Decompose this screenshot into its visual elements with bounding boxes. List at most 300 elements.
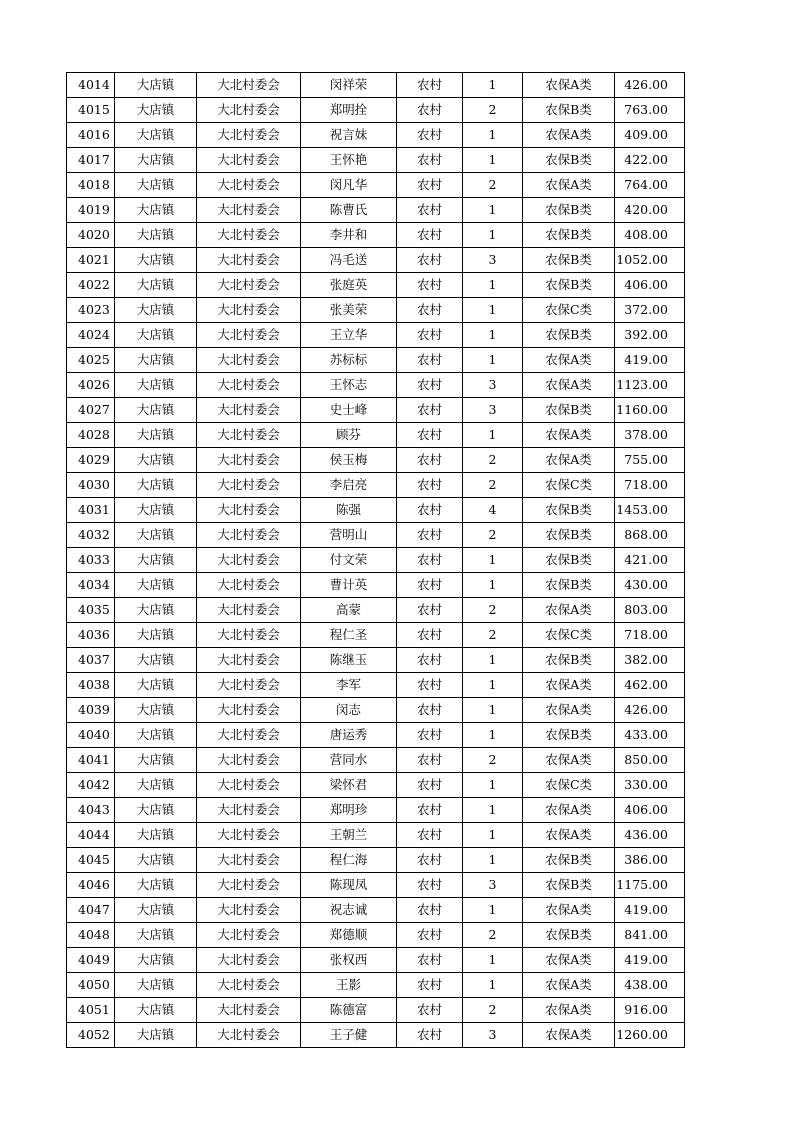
- village-committee-cell: 大北村委会: [197, 148, 301, 173]
- table-row: [67, 648, 685, 673]
- area-type-cell: 农村: [397, 398, 463, 423]
- village-committee-cell: 大北村委会: [197, 1023, 301, 1048]
- area-type-cell: 农村: [397, 273, 463, 298]
- person-name-cell: 陈曹氏: [301, 198, 397, 223]
- village-committee-cell: 大北村委会: [197, 923, 301, 948]
- village-committee-cell: 大北村委会: [197, 473, 301, 498]
- table-row: [67, 398, 685, 423]
- table-row: [67, 73, 685, 98]
- town-cell: 大店镇: [115, 98, 197, 123]
- area-type-cell: 农村: [397, 598, 463, 623]
- insurance-category-cell: 农保A类: [523, 698, 615, 723]
- village-committee-cell: 大北村委会: [197, 873, 301, 898]
- town-cell: 大店镇: [115, 648, 197, 673]
- area-type-cell: 农村: [397, 323, 463, 348]
- row-id-cell: 4029: [67, 448, 115, 473]
- person-name-cell: 营明山: [301, 523, 397, 548]
- village-committee-cell: 大北村委会: [197, 698, 301, 723]
- household-count-cell: 1: [463, 698, 523, 723]
- household-count-cell: 1: [463, 898, 523, 923]
- insurance-category-cell: 农保A类: [523, 598, 615, 623]
- row-id-cell: 4039: [67, 698, 115, 723]
- person-name-cell: 程仁海: [301, 848, 397, 873]
- amount-cell: 1123.00: [615, 373, 685, 398]
- insurance-category-cell: 农保A类: [523, 373, 615, 398]
- village-committee-cell: 大北村委会: [197, 398, 301, 423]
- household-count-cell: 3: [463, 248, 523, 273]
- town-cell: 大店镇: [115, 798, 197, 823]
- person-name-cell: 郑明拴: [301, 98, 397, 123]
- person-name-cell: 程仁圣: [301, 623, 397, 648]
- row-id-cell: 4014: [67, 73, 115, 98]
- area-type-cell: 农村: [397, 798, 463, 823]
- household-count-cell: 1: [463, 648, 523, 673]
- table-row: [67, 823, 685, 848]
- table-row: [67, 248, 685, 273]
- row-id-cell: 4021: [67, 248, 115, 273]
- insurance-category-cell: 农保A类: [523, 798, 615, 823]
- household-count-cell: 2: [463, 923, 523, 948]
- household-count-cell: 2: [463, 98, 523, 123]
- table-row: [67, 198, 685, 223]
- town-cell: 大店镇: [115, 223, 197, 248]
- table-row: [67, 523, 685, 548]
- amount-cell: 1160.00: [615, 398, 685, 423]
- household-count-cell: 2: [463, 523, 523, 548]
- household-count-cell: 1: [463, 223, 523, 248]
- insurance-category-cell: 农保B类: [523, 523, 615, 548]
- person-name-cell: 闵凡华: [301, 173, 397, 198]
- village-committee-cell: 大北村委会: [197, 198, 301, 223]
- household-count-cell: 2: [463, 998, 523, 1023]
- person-name-cell: 祝志诚: [301, 898, 397, 923]
- row-id-cell: 4024: [67, 323, 115, 348]
- amount-cell: 1052.00: [615, 248, 685, 273]
- amount-cell: 1175.00: [615, 873, 685, 898]
- area-type-cell: 农村: [397, 348, 463, 373]
- table-row: [67, 573, 685, 598]
- household-count-cell: 2: [463, 173, 523, 198]
- table-row: [67, 773, 685, 798]
- household-count-cell: 1: [463, 123, 523, 148]
- insurance-category-cell: 农保B类: [523, 398, 615, 423]
- amount-cell: 1260.00: [615, 1023, 685, 1048]
- amount-cell: 382.00: [615, 648, 685, 673]
- amount-cell: 718.00: [615, 623, 685, 648]
- area-type-cell: 农村: [397, 723, 463, 748]
- insurance-category-cell: 农保B类: [523, 848, 615, 873]
- person-name-cell: 侯玉梅: [301, 448, 397, 473]
- person-name-cell: 张庭英: [301, 273, 397, 298]
- village-committee-cell: 大北村委会: [197, 223, 301, 248]
- area-type-cell: 农村: [397, 623, 463, 648]
- amount-cell: 763.00: [615, 98, 685, 123]
- person-name-cell: 王子健: [301, 1023, 397, 1048]
- town-cell: 大店镇: [115, 898, 197, 923]
- table-row: [67, 623, 685, 648]
- table-row: [67, 173, 685, 198]
- area-type-cell: 农村: [397, 73, 463, 98]
- person-name-cell: 陈德富: [301, 998, 397, 1023]
- town-cell: 大店镇: [115, 448, 197, 473]
- area-type-cell: 农村: [397, 98, 463, 123]
- area-type-cell: 农村: [397, 148, 463, 173]
- row-id-cell: 4027: [67, 398, 115, 423]
- insurance-category-cell: 农保B类: [523, 273, 615, 298]
- table-row: [67, 373, 685, 398]
- amount-cell: 841.00: [615, 923, 685, 948]
- amount-cell: 421.00: [615, 548, 685, 573]
- row-id-cell: 4036: [67, 623, 115, 648]
- table-row: [67, 298, 685, 323]
- insurance-category-cell: 农保B类: [523, 873, 615, 898]
- area-type-cell: 农村: [397, 673, 463, 698]
- household-count-cell: 1: [463, 798, 523, 823]
- insurance-category-cell: 农保A类: [523, 823, 615, 848]
- village-committee-cell: 大北村委会: [197, 98, 301, 123]
- row-id-cell: 4041: [67, 748, 115, 773]
- row-id-cell: 4015: [67, 98, 115, 123]
- row-id-cell: 4034: [67, 573, 115, 598]
- row-id-cell: 4025: [67, 348, 115, 373]
- town-cell: 大店镇: [115, 173, 197, 198]
- town-cell: 大店镇: [115, 948, 197, 973]
- table-row: [67, 148, 685, 173]
- amount-cell: 430.00: [615, 573, 685, 598]
- area-type-cell: 农村: [397, 198, 463, 223]
- table-row: [67, 423, 685, 448]
- town-cell: 大店镇: [115, 923, 197, 948]
- household-count-cell: 1: [463, 848, 523, 873]
- area-type-cell: 农村: [397, 223, 463, 248]
- table-row: [67, 998, 685, 1023]
- area-type-cell: 农村: [397, 748, 463, 773]
- town-cell: 大店镇: [115, 198, 197, 223]
- row-id-cell: 4051: [67, 998, 115, 1023]
- person-name-cell: 张美荣: [301, 298, 397, 323]
- village-committee-cell: 大北村委会: [197, 673, 301, 698]
- town-cell: 大店镇: [115, 148, 197, 173]
- insurance-category-cell: 农保A类: [523, 123, 615, 148]
- household-count-cell: 1: [463, 423, 523, 448]
- area-type-cell: 农村: [397, 973, 463, 998]
- person-name-cell: 高蒙: [301, 598, 397, 623]
- data-table: [66, 72, 685, 1048]
- insurance-category-cell: 农保B类: [523, 648, 615, 673]
- insurance-category-cell: 农保A类: [523, 423, 615, 448]
- amount-cell: 422.00: [615, 148, 685, 173]
- person-name-cell: 史士峰: [301, 398, 397, 423]
- insurance-category-cell: 农保A类: [523, 973, 615, 998]
- village-committee-cell: 大北村委会: [197, 748, 301, 773]
- household-count-cell: 4: [463, 498, 523, 523]
- amount-cell: 426.00: [615, 698, 685, 723]
- person-name-cell: 祝言妹: [301, 123, 397, 148]
- household-count-cell: 2: [463, 448, 523, 473]
- household-count-cell: 3: [463, 373, 523, 398]
- table-row: [67, 548, 685, 573]
- amount-cell: 438.00: [615, 973, 685, 998]
- household-count-cell: 1: [463, 273, 523, 298]
- town-cell: 大店镇: [115, 498, 197, 523]
- village-committee-cell: 大北村委会: [197, 723, 301, 748]
- village-committee-cell: 大北村委会: [197, 573, 301, 598]
- person-name-cell: 闵志: [301, 698, 397, 723]
- row-id-cell: 4049: [67, 948, 115, 973]
- amount-cell: 755.00: [615, 448, 685, 473]
- row-id-cell: 4032: [67, 523, 115, 548]
- household-count-cell: 3: [463, 398, 523, 423]
- row-id-cell: 4030: [67, 473, 115, 498]
- area-type-cell: 农村: [397, 923, 463, 948]
- table-row: [67, 223, 685, 248]
- household-count-cell: 1: [463, 548, 523, 573]
- town-cell: 大店镇: [115, 273, 197, 298]
- table-row: [67, 848, 685, 873]
- table-row: [67, 1023, 685, 1048]
- village-committee-cell: 大北村委会: [197, 273, 301, 298]
- village-committee-cell: 大北村委会: [197, 598, 301, 623]
- town-cell: 大店镇: [115, 673, 197, 698]
- insurance-category-cell: 农保B类: [523, 198, 615, 223]
- household-count-cell: 1: [463, 723, 523, 748]
- insurance-category-cell: 农保C类: [523, 623, 615, 648]
- household-count-cell: 2: [463, 623, 523, 648]
- person-name-cell: 陈强: [301, 498, 397, 523]
- row-id-cell: 4031: [67, 498, 115, 523]
- town-cell: 大店镇: [115, 723, 197, 748]
- town-cell: 大店镇: [115, 123, 197, 148]
- row-id-cell: 4016: [67, 123, 115, 148]
- town-cell: 大店镇: [115, 1023, 197, 1048]
- row-id-cell: 4019: [67, 198, 115, 223]
- person-name-cell: 闵祥荣: [301, 73, 397, 98]
- table-row: [67, 698, 685, 723]
- table-row: [67, 473, 685, 498]
- household-count-cell: 2: [463, 598, 523, 623]
- village-committee-cell: 大北村委会: [197, 323, 301, 348]
- area-type-cell: 农村: [397, 123, 463, 148]
- village-committee-cell: 大北村委会: [197, 448, 301, 473]
- row-id-cell: 4052: [67, 1023, 115, 1048]
- table-row: [67, 348, 685, 373]
- person-name-cell: 李井和: [301, 223, 397, 248]
- person-name-cell: 郑明珍: [301, 798, 397, 823]
- household-count-cell: 1: [463, 673, 523, 698]
- table-row: [67, 673, 685, 698]
- insurance-category-cell: 农保A类: [523, 998, 615, 1023]
- village-committee-cell: 大北村委会: [197, 998, 301, 1023]
- row-id-cell: 4044: [67, 823, 115, 848]
- insurance-category-cell: 农保C类: [523, 298, 615, 323]
- town-cell: 大店镇: [115, 298, 197, 323]
- town-cell: 大店镇: [115, 873, 197, 898]
- amount-cell: 406.00: [615, 273, 685, 298]
- row-id-cell: 4033: [67, 548, 115, 573]
- area-type-cell: 农村: [397, 373, 463, 398]
- amount-cell: 850.00: [615, 748, 685, 773]
- household-count-cell: 1: [463, 573, 523, 598]
- amount-cell: 426.00: [615, 73, 685, 98]
- village-committee-cell: 大北村委会: [197, 823, 301, 848]
- area-type-cell: 农村: [397, 298, 463, 323]
- area-type-cell: 农村: [397, 773, 463, 798]
- person-name-cell: 付文荣: [301, 548, 397, 573]
- table-row: [67, 923, 685, 948]
- village-committee-cell: 大北村委会: [197, 123, 301, 148]
- row-id-cell: 4043: [67, 798, 115, 823]
- village-committee-cell: 大北村委会: [197, 298, 301, 323]
- row-id-cell: 4040: [67, 723, 115, 748]
- household-count-cell: 3: [463, 873, 523, 898]
- village-committee-cell: 大北村委会: [197, 423, 301, 448]
- insurance-category-cell: 农保B类: [523, 248, 615, 273]
- row-id-cell: 4046: [67, 873, 115, 898]
- insurance-category-cell: 农保A类: [523, 348, 615, 373]
- person-name-cell: 王朝兰: [301, 823, 397, 848]
- insurance-category-cell: 农保A类: [523, 73, 615, 98]
- person-name-cell: 王立华: [301, 323, 397, 348]
- area-type-cell: 农村: [397, 173, 463, 198]
- area-type-cell: 农村: [397, 548, 463, 573]
- household-count-cell: 1: [463, 198, 523, 223]
- row-id-cell: 4050: [67, 973, 115, 998]
- village-committee-cell: 大北村委会: [197, 773, 301, 798]
- amount-cell: 868.00: [615, 523, 685, 548]
- table-row: [67, 798, 685, 823]
- household-count-cell: 1: [463, 348, 523, 373]
- person-name-cell: 王怀志: [301, 373, 397, 398]
- insurance-category-cell: 农保A类: [523, 898, 615, 923]
- area-type-cell: 农村: [397, 998, 463, 1023]
- area-type-cell: 农村: [397, 423, 463, 448]
- insurance-category-cell: 农保B类: [523, 573, 615, 598]
- amount-cell: 764.00: [615, 173, 685, 198]
- village-committee-cell: 大北村委会: [197, 973, 301, 998]
- village-committee-cell: 大北村委会: [197, 373, 301, 398]
- household-count-cell: 1: [463, 73, 523, 98]
- town-cell: 大店镇: [115, 248, 197, 273]
- amount-cell: 420.00: [615, 198, 685, 223]
- area-type-cell: 农村: [397, 848, 463, 873]
- village-committee-cell: 大北村委会: [197, 548, 301, 573]
- town-cell: 大店镇: [115, 373, 197, 398]
- insurance-category-cell: 农保C类: [523, 773, 615, 798]
- household-count-cell: 1: [463, 823, 523, 848]
- village-committee-cell: 大北村委会: [197, 498, 301, 523]
- area-type-cell: 农村: [397, 248, 463, 273]
- insurance-category-cell: 农保A类: [523, 673, 615, 698]
- row-id-cell: 4017: [67, 148, 115, 173]
- area-type-cell: 农村: [397, 898, 463, 923]
- insurance-category-cell: 农保B类: [523, 723, 615, 748]
- insurance-category-cell: 农保B类: [523, 498, 615, 523]
- amount-cell: 419.00: [615, 348, 685, 373]
- row-id-cell: 4026: [67, 373, 115, 398]
- area-type-cell: 农村: [397, 523, 463, 548]
- person-name-cell: 曹计英: [301, 573, 397, 598]
- household-count-cell: 1: [463, 948, 523, 973]
- town-cell: 大店镇: [115, 473, 197, 498]
- table-row: [67, 98, 685, 123]
- row-id-cell: 4018: [67, 173, 115, 198]
- area-type-cell: 农村: [397, 473, 463, 498]
- area-type-cell: 农村: [397, 573, 463, 598]
- town-cell: 大店镇: [115, 998, 197, 1023]
- person-name-cell: 张权西: [301, 948, 397, 973]
- table-row: [67, 948, 685, 973]
- household-count-cell: 1: [463, 148, 523, 173]
- amount-cell: 436.00: [615, 823, 685, 848]
- person-name-cell: 苏标标: [301, 348, 397, 373]
- insurance-category-cell: 农保B类: [523, 923, 615, 948]
- town-cell: 大店镇: [115, 698, 197, 723]
- village-committee-cell: 大北村委会: [197, 348, 301, 373]
- town-cell: 大店镇: [115, 548, 197, 573]
- town-cell: 大店镇: [115, 748, 197, 773]
- village-committee-cell: 大北村委会: [197, 623, 301, 648]
- insurance-category-cell: 农保A类: [523, 173, 615, 198]
- insurance-category-cell: 农保A类: [523, 448, 615, 473]
- town-cell: 大店镇: [115, 573, 197, 598]
- table-body: [67, 73, 685, 1048]
- person-name-cell: 李军: [301, 673, 397, 698]
- person-name-cell: 王怀艳: [301, 148, 397, 173]
- village-committee-cell: 大北村委会: [197, 523, 301, 548]
- row-id-cell: 4020: [67, 223, 115, 248]
- village-committee-cell: 大北村委会: [197, 248, 301, 273]
- town-cell: 大店镇: [115, 348, 197, 373]
- household-count-cell: 1: [463, 298, 523, 323]
- household-count-cell: 1: [463, 323, 523, 348]
- town-cell: 大店镇: [115, 398, 197, 423]
- table-row: [67, 448, 685, 473]
- household-count-cell: 3: [463, 1023, 523, 1048]
- town-cell: 大店镇: [115, 848, 197, 873]
- amount-cell: 718.00: [615, 473, 685, 498]
- person-name-cell: 郑德顺: [301, 923, 397, 948]
- table-row: [67, 898, 685, 923]
- town-cell: 大店镇: [115, 73, 197, 98]
- row-id-cell: 4022: [67, 273, 115, 298]
- person-name-cell: 李启亮: [301, 473, 397, 498]
- insurance-category-cell: 农保A类: [523, 1023, 615, 1048]
- amount-cell: 330.00: [615, 773, 685, 798]
- household-count-cell: 1: [463, 973, 523, 998]
- amount-cell: 406.00: [615, 798, 685, 823]
- person-name-cell: 王影: [301, 973, 397, 998]
- area-type-cell: 农村: [397, 1023, 463, 1048]
- household-count-cell: 1: [463, 773, 523, 798]
- row-id-cell: 4028: [67, 423, 115, 448]
- table-row: [67, 498, 685, 523]
- amount-cell: 419.00: [615, 898, 685, 923]
- amount-cell: 916.00: [615, 998, 685, 1023]
- person-name-cell: 陈继玉: [301, 648, 397, 673]
- area-type-cell: 农村: [397, 698, 463, 723]
- person-name-cell: 陈现凤: [301, 873, 397, 898]
- table-row: [67, 323, 685, 348]
- village-committee-cell: 大北村委会: [197, 173, 301, 198]
- person-name-cell: 唐运秀: [301, 723, 397, 748]
- amount-cell: 372.00: [615, 298, 685, 323]
- area-type-cell: 农村: [397, 498, 463, 523]
- table-row: [67, 123, 685, 148]
- village-committee-cell: 大北村委会: [197, 73, 301, 98]
- amount-cell: 419.00: [615, 948, 685, 973]
- person-name-cell: 营同水: [301, 748, 397, 773]
- insurance-category-cell: 农保A类: [523, 948, 615, 973]
